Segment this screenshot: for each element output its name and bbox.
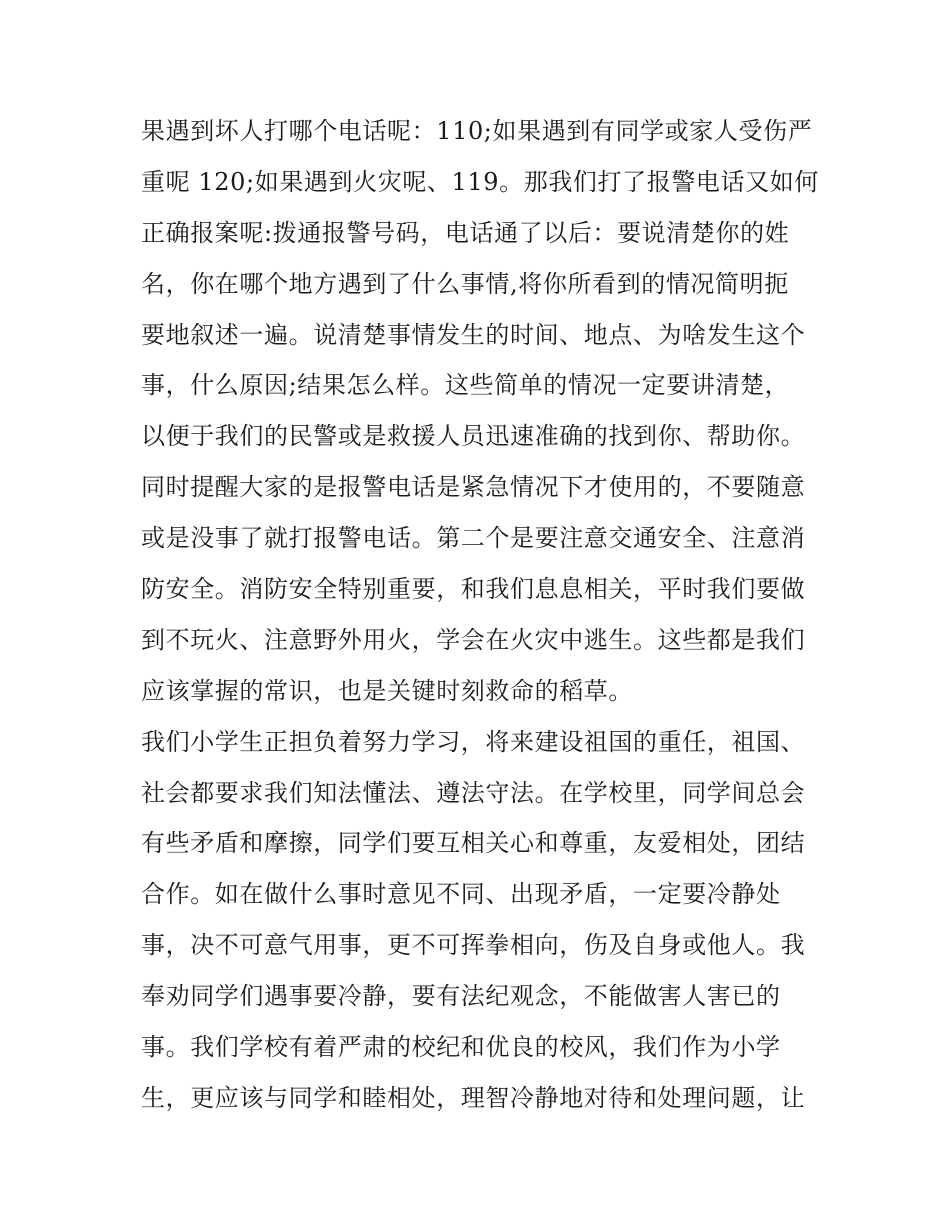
document-body [141,106,821,1124]
text-line: 以便于我们的民警或是救援人员迅速准确的找到你、帮助你。 [141,422,806,451]
text-line: 或是没事了就打报警电话。第二个是要注意交通安全、注意消 [141,524,806,553]
text-line: 有些矛盾和摩擦，同学们要互相关心和尊重，友爱相处，团结 [141,829,806,858]
text-line: 事。我们学校有着严肃的校纪和优良的校风，我们作为小学 [141,1033,781,1062]
text-line: 我们小学生正担负着努力学习，将来建设祖国的重任，祖国、 [141,727,806,756]
text-line: 到不玩火、注意野外用火，学会在火灾中逃生。这些都是我们 [141,625,806,654]
text-line: 同时提醒大家的是报警电话是紧急情况下才使用的，不要随意 [141,473,806,502]
text-line: 防安全。消防安全特别重要，和我们息息相关，平时我们要做 [141,575,806,604]
text-line: 事，什么原因;结果怎么样。这些简单的情况一定要讲清楚， [141,371,790,400]
text-line: 果遇到坏人打哪个电话呢：110;如果遇到有同学或家人受伤严 [141,117,813,145]
text-line: 要地叙述一遍。说清楚事情发生的时间、地点、为啥发生这个 [141,320,806,349]
text-line: 重呢 120;如果遇到火灾呢、119。那我们打了报警电话又如何 [141,167,819,196]
text-line: 合作。如在做什么事时意见不同、出现矛盾，一定要冷静处 [141,880,781,909]
text-line: 正确报案呢:拨通报警号码，电话通了以后：要说清楚你的姓 [141,218,790,247]
text-line: 奉劝同学们遇事要冷静，要有法纪观念，不能做害人害已的 [141,982,781,1011]
text-line: 应该掌握的常识，也是关键时刻救命的稻草。 [141,676,633,705]
text-line: 生，更应该与同学和睦相处，理智冷静地对待和处理问题，让 [141,1083,806,1112]
text-line: 名，你在哪个地方遇到了什么事情,将你所看到的情况简明扼 [141,269,789,298]
text-line: 社会都要求我们知法懂法、遵法守法。在学校里，同学间总会 [141,778,806,807]
text-line: 事，决不可意气用事，更不可挥拳相向，伤及自身或他人。我 [141,931,806,960]
